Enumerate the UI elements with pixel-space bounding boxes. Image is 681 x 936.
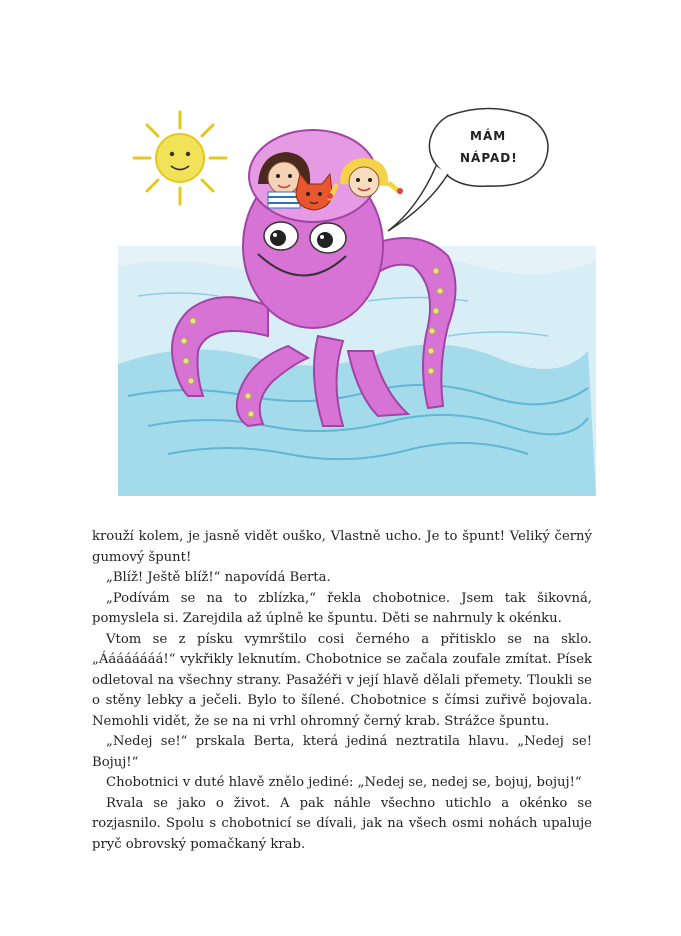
sun-icon [134,112,226,204]
paragraph: „Blíž! Ještě blíž!“ napovídá Berta. [106,570,331,585]
paragraph: „Podívám se na to zblízka,“ řekla chobotnice. Jsem tak šikovná, pomyslela si. Zarejdila až úplně ke špuntu. Děti se nahrnuly k okénku. [92,590,592,626]
speech-bubble-line-2: NÁPAD! [460,151,518,165]
paragraph: Chobotnici v duté hlavě znělo jediné: „Nedej se, nedej se, bojuj, bojuj!“ [106,775,582,790]
paragraph: krouží kolem, je jasně vidět ouško, Vlastně ucho. Je to špunt! Veliký černý gumový špunt! [92,529,592,565]
story-illustration [118,96,596,496]
story-text [92,527,592,855]
speech-bubble-line-1: MÁM [470,129,507,143]
illustration-svg [118,96,596,496]
paragraph: Vtom se z písku vymrštilo cosi černého a přitisklo se na sklo. „Áááááááá!“ vykřikly leknutím. Chobotnice se začala zoufale zmítat. Písek odletoval na všechny strany. Pasažéři v její hlavě dělali přemety. Tloukli se o stěny lebky a ječeli. Bylo to šílené. Chobotnice s čímsi zuřivě bojovala. Nemohli vidět, že se na ni vrhl ohromný černý krab. Strážce špuntu. [92,631,592,729]
paragraph: Rvala se jako o život. A pak náhle všechno utichlo a okénko se rozjasnilo. Spolu s chobotnicí se dívali, jak na všech osmi nohách upaluje pryč obrovský pomačkaný krab. [92,795,592,852]
speech-bubble-icon [388,109,548,232]
paragraph: „Nedej se!“ prskala Berta, která jediná neztratila hlavu. „Nedej se! Bojuj!“ [92,734,592,770]
